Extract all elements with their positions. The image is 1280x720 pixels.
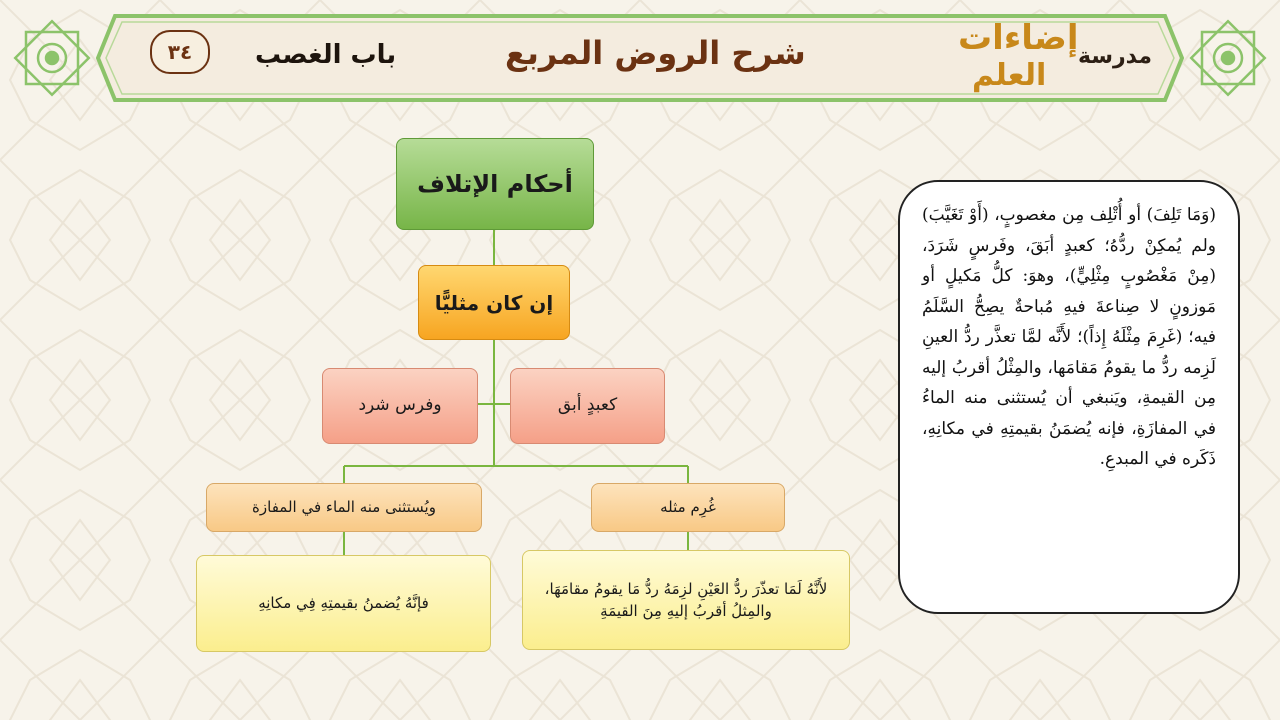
book-title: شرح الروض المربع: [505, 34, 806, 72]
chapter-title: باب الغصب: [255, 40, 397, 70]
condition-node: إن كان مثليًّا: [418, 265, 570, 340]
reason-node-replacement: لأَنَّهُ لَمَا تعذّرَ ردُّ العَيْنِ لزِمَهُ ردُّ مَا يقومُ مقامَهَا، والمِثلُ أقربُ إليهِ مِنَ القيمَةِ: [522, 550, 850, 650]
page-number-badge: ٣٤: [150, 30, 210, 74]
explanation-text: (وَمَا تَلِفَ) أو أُتْلِف مِن مغصوبٍ، (أَوْ تَغَيَّبَ) ولم يُمكِنْ ردُّهُ؛ كعبدٍ أبَقَ، وفَرسٍ شَرَدَ، (مِنْ مَغْصُوبٍ مِثْلِيٍّ)، وهوَ: كلُّ مَكيلٍ أو مَوزونٍ لا صِناعةَ فيهِ مُباحةٌ يصِحُّ السَّلَمُ فيه؛ (غَرِمَ مِثْلَهُ إِذاً)؛ لأَنَّه لمَّا تعذَّر ردُّ العينِ لَزِمه ردُّ ما يقومُ مَقامَها، والمِثْلُ أقربُ إليه مِن القيمةِ، ويَنبغي أن يُستثنى منه الماءُ في المفازَةِ، فإنه يُضمَنُ بقيمتِهِ في مكانِهِ، ذَكَره في المبدعِ.: [922, 205, 1216, 469]
school-label: مدرسة: [1078, 44, 1152, 69]
explanation-text-panel: [898, 180, 1240, 614]
example-node-stray-horse: وفرس شرد: [322, 368, 478, 444]
branch-node-exception: ويُستثنى منه الماء في المفازة: [206, 483, 482, 532]
example-node-runaway-slave: كعبدٍ أبق: [510, 368, 665, 444]
school-name-line2: العلم: [972, 58, 1047, 93]
reason-node-exception: فإنَّهُ يُضمنُ بقيمتِهِ فِي مكانِهِ: [196, 555, 491, 652]
root-node: أحكام الإتلاف: [396, 138, 594, 230]
branch-node-replacement: غُرِم مثله: [591, 483, 785, 532]
school-name-line1: إضاءات: [958, 18, 1079, 58]
